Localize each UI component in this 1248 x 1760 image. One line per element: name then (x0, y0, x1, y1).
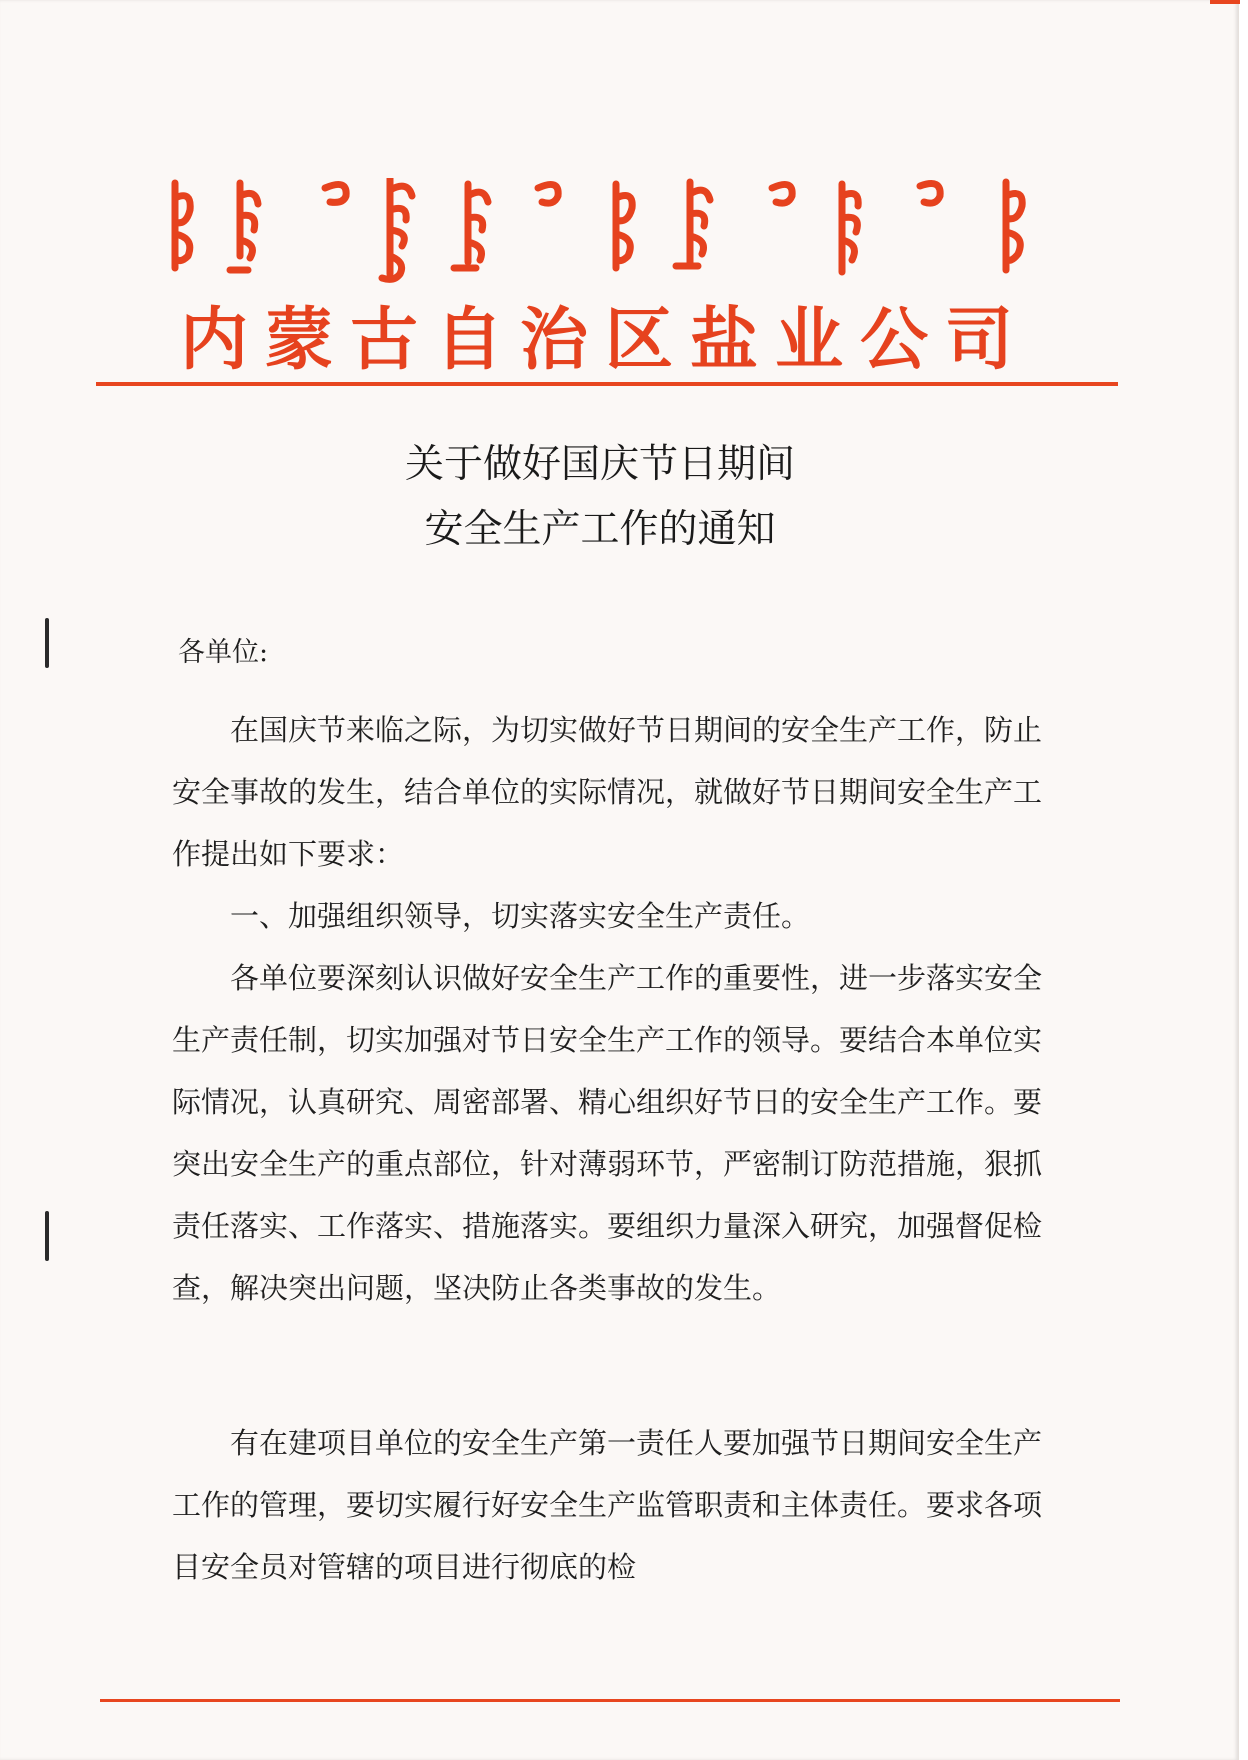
document-title-line-1: 关于做好国庆节日期间 (404, 442, 795, 487)
salutation: 各单位: (178, 637, 269, 668)
mongolian-script-logo (150, 178, 1060, 288)
section-heading: 一、加强组织领导，切实落实安全生产责任。 (230, 899, 811, 933)
binding-mark (45, 618, 49, 668)
red-edge-mark (1210, 0, 1240, 4)
page-edge (1238, 0, 1248, 1760)
header-divider (96, 382, 1118, 386)
binding-mark (45, 1211, 49, 1261)
document-title-line-2: 安全生产工作的通知 (424, 507, 776, 552)
body-paragraph: 有在建项目单位的安全生产第一责任人要加强节日期间安全生产工作的管理，要切实履行好安全生产监管职责和主体责任。要求各项目安全员对管辖的项目进行彻底的检 (172, 1426, 1043, 1584)
body-paragraph: 在国庆节来临之际，为切实做好节日期间的安全生产工作，防止安全事故的发生，结合单位的实际情况，就做好节日期间安全生产工作提出如下要求： (172, 713, 1043, 871)
company-name-heading: 内蒙古自治区盐业公司 (179, 300, 1030, 380)
body-paragraph: 各单位要深刻认识做好安全生产工作的重要性，进一步落实安全生产责任制，切实加强对节日安全生产工作的领导。要结合本单位实际情况，认真研究、周密部署、精心组织好节日的安全生产工作。要突出安全生产的重点部位，针对薄弱环节，严密制订防范措施，狠抓责任落实、工作落实、措施落实。要组织力量深入研究，加强督促检查，解决突出问题，坚决防止各类事故的发生。 (172, 961, 1043, 1305)
footer-divider (100, 1699, 1120, 1702)
